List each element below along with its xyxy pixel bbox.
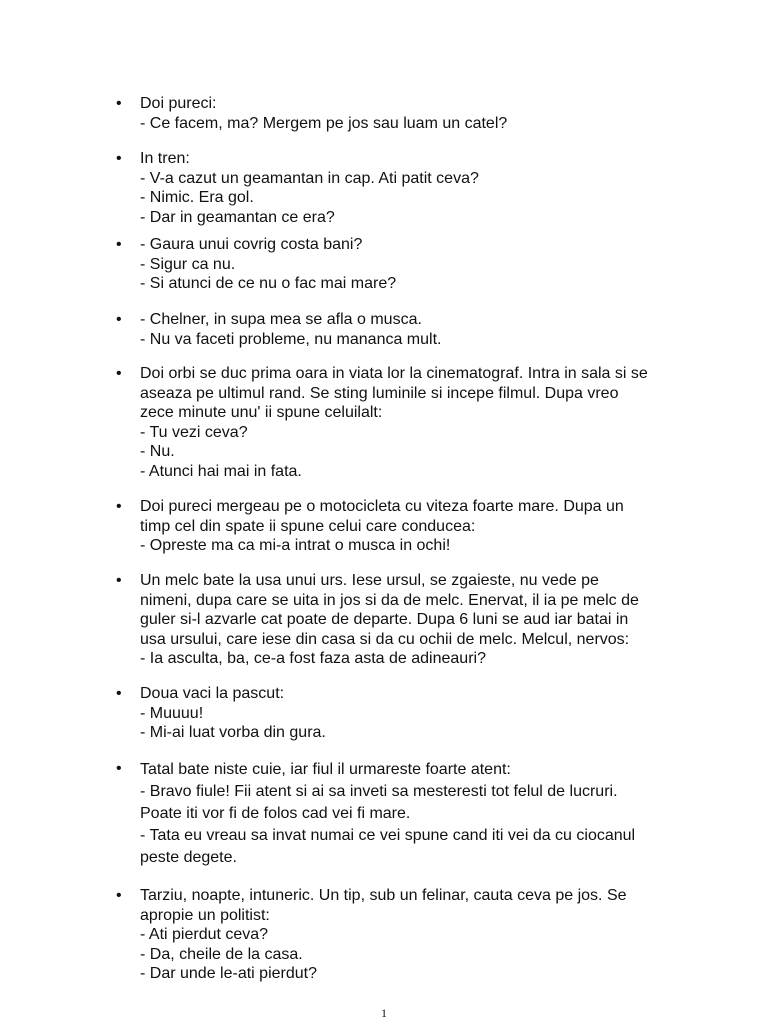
- joke-line: - Ati pierdut ceva?: [140, 926, 269, 943]
- joke-line: nimeni, dupa care se uita in jos si da de melc. Enervat, il ia pe melc de: [140, 591, 639, 609]
- joke-line: Tarziu, noapte, intuneric. Un tip, sub un felinar, cauta ceva pe jos. Se: [140, 887, 627, 904]
- joke-line: Doi pureci mergeau pe o motocicleta cu viteza foarte mare. Dupa un: [140, 498, 624, 515]
- bullet: •: [116, 498, 122, 515]
- bullet: •: [116, 311, 122, 328]
- joke-line: - Sigur ca nu.: [140, 255, 236, 273]
- page-number: 1: [381, 1006, 387, 1020]
- joke-line: usa ursului, care iese din casa si da cu ochii de melc. Melcul, nervos:: [140, 630, 630, 648]
- joke-line: - Ce facem, ma? Mergem pe jos sau luam un catel?: [140, 114, 508, 132]
- joke-text: [140, 149, 740, 227]
- joke-text: [140, 571, 740, 669]
- joke-line: - Bravo fiule! Fii atent si ai sa inveti sa mesteresti tot felul de lucruri.: [140, 783, 618, 800]
- joke-line: - Tata eu vreau sa invat numai ce vei spune cand iti vei da cu ciocanul: [140, 827, 636, 844]
- bullet: •: [116, 685, 122, 702]
- joke-text: [140, 364, 740, 481]
- joke-line: - Nimic. Era gol.: [140, 189, 254, 206]
- bullet: •: [116, 150, 122, 167]
- joke-line: - Dar in geamantan ce era?: [140, 208, 335, 226]
- joke-text: [140, 759, 740, 869]
- joke-line: - Tu vezi ceva?: [140, 423, 248, 441]
- joke-line: Poate iti vor fi de folos cad vei fi mare.: [140, 805, 411, 822]
- joke-line: Doi pureci:: [140, 95, 217, 112]
- joke-line: - Opreste ma ca mi-a intrat o musca in ochi!: [140, 537, 451, 554]
- joke-line: - Gaura unui covrig costa bani?: [140, 236, 363, 253]
- bullet: •: [116, 365, 122, 382]
- bullet: •: [116, 572, 122, 589]
- bullet: •: [116, 887, 122, 904]
- joke-line: guler si-l azvarle cat poate de departe. Dupa 6 luni se aud iar batai in: [140, 611, 629, 628]
- joke-text: [140, 235, 740, 294]
- joke-line: - Dar unde le-ati pierdut?: [140, 965, 317, 982]
- joke-line: Tatal bate niste cuie, iar fiul il urmareste foarte atent:: [140, 761, 511, 778]
- joke-line: - Nu va faceti probleme, nu mananca mult.: [140, 330, 442, 348]
- joke-line: - Chelner, in supa mea se afla o musca.: [140, 311, 422, 328]
- joke-line: peste degete.: [140, 849, 237, 866]
- joke-line: - Atunci hai mai in fata.: [140, 462, 302, 480]
- joke-text: [140, 497, 740, 556]
- joke-line: apropie un politist:: [140, 906, 270, 924]
- joke-line: - Si atunci de ce nu o fac mai mare?: [140, 275, 397, 292]
- joke-line: Doi orbi se duc prima oara in viata lor la cinematograf. Intra in sala si se: [140, 365, 648, 382]
- joke-line: - Mi-ai luat vorba din gura.: [140, 724, 326, 741]
- bullet: •: [116, 236, 122, 253]
- joke-line: timp cel din spate ii spune celui care conducea:: [140, 517, 476, 535]
- joke-line: aseaza pe ultimul rand. Se sting luminile si incepe filmul. Dupa vreo: [140, 384, 619, 402]
- joke-text: [140, 886, 740, 984]
- bullet: •: [116, 95, 122, 112]
- joke-line: - Nu.: [140, 443, 175, 460]
- bullet: •: [116, 760, 122, 777]
- joke-line: - Da, cheile de la casa.: [140, 945, 303, 963]
- joke-text: [140, 94, 740, 133]
- joke-line: Doua vaci la pascut:: [140, 685, 285, 702]
- joke-line: - Ia asculta, ba, ce-a fost faza asta de adineauri?: [140, 650, 486, 667]
- joke-text: [140, 684, 740, 743]
- joke-line: In tren:: [140, 150, 190, 167]
- joke-line: zece minute unu' ii spune celuilalt:: [140, 404, 383, 421]
- joke-line: Un melc bate la usa unui urs. Iese ursul, se zgaieste, nu vede pe: [140, 572, 599, 589]
- joke-text: [140, 310, 740, 349]
- joke-line: - Muuuu!: [140, 704, 204, 722]
- joke-line: - V-a cazut un geamantan in cap. Ati patit ceva?: [140, 169, 479, 187]
